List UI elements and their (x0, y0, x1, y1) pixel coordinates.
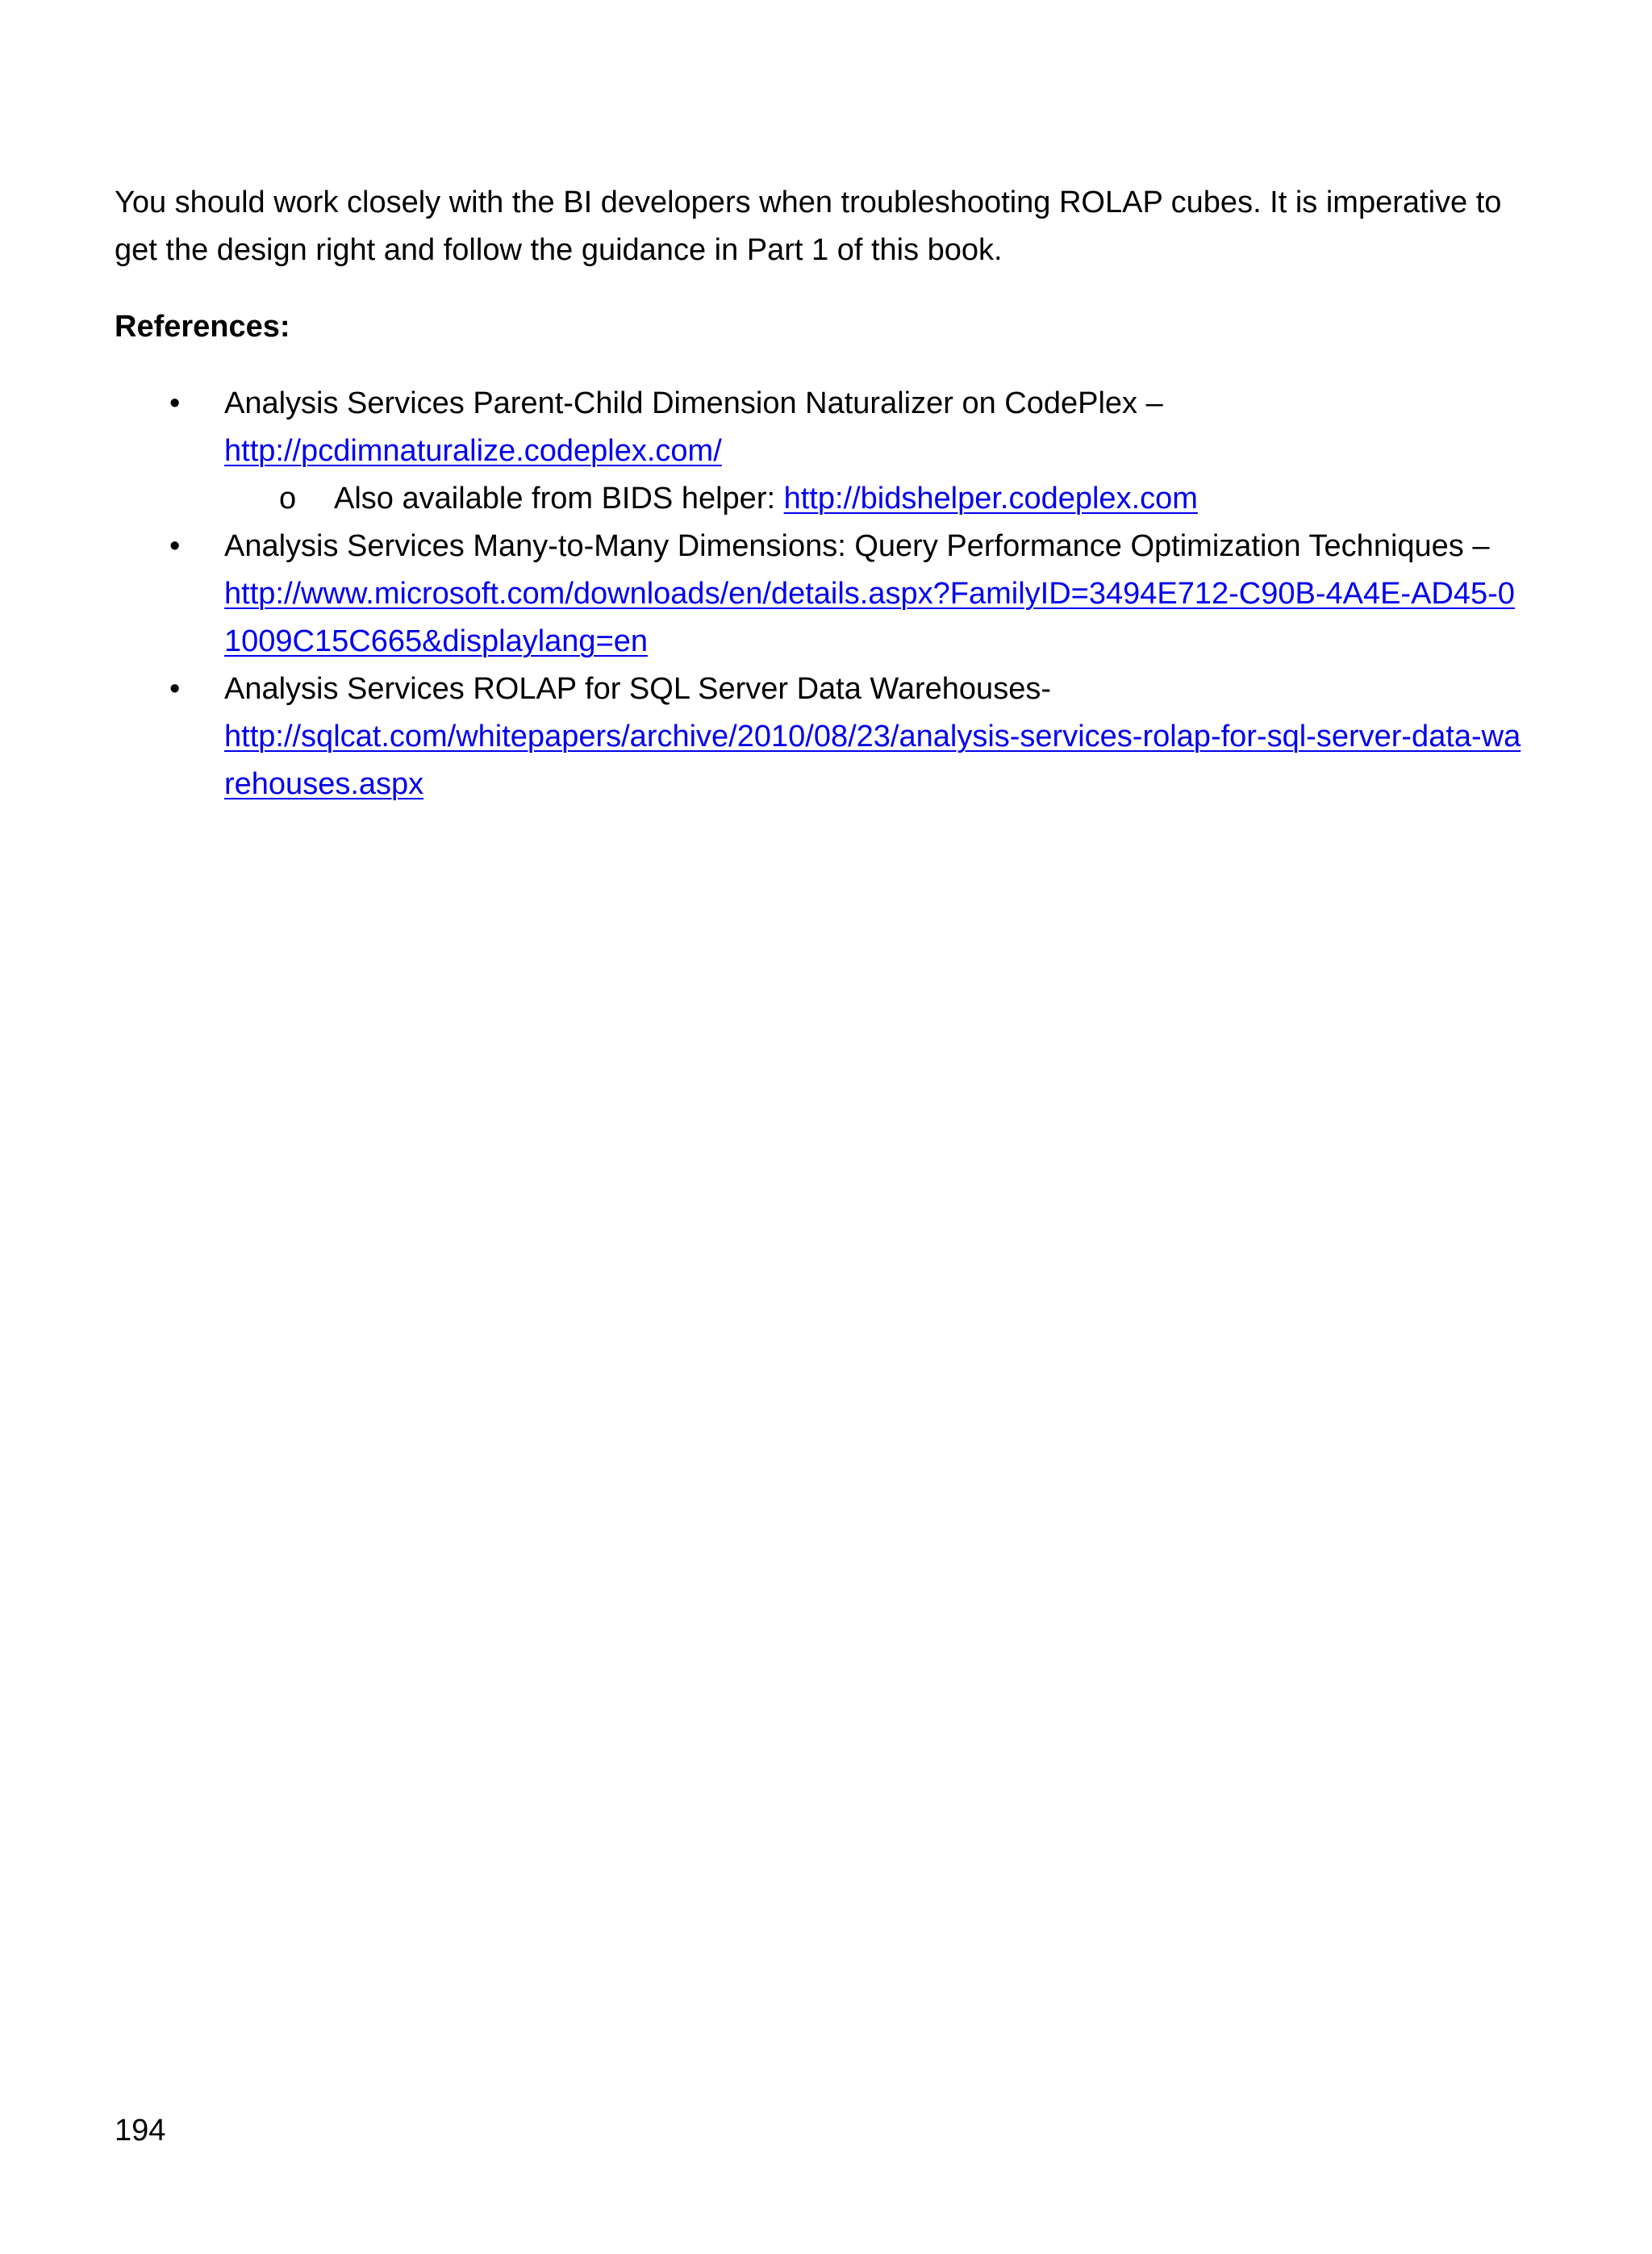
bullet-icon: • (169, 529, 181, 563)
bullet-icon: • (169, 672, 181, 706)
circle-bullet-icon: o (279, 482, 297, 515)
reference-link[interactable]: http://sqlcat.com/whitepapers/archive/2010/08/23/analysis-services-rolap-for-sql-server-data-warehouses.aspx (224, 720, 1521, 801)
references-list (115, 380, 1526, 808)
reference-text: Analysis Services Many-to-Many Dimensions: Query Performance Optimization Techniques – (224, 529, 1490, 563)
sub-item (224, 475, 1526, 523)
intro-paragraph: You should work closely with the BI developers when troubleshooting ROLAP cubes. It is imperative to get the design right and follow the guidance in Part 1 of this book. (115, 186, 1502, 267)
reference-text: Analysis Services Parent-Child Dimension Naturalizer on CodePlex – (224, 386, 1163, 420)
reference-text: Analysis Services ROLAP for SQL Server Data Warehouses- (224, 672, 1051, 706)
reference-link[interactable]: http://www.microsoft.com/downloads/en/details.aspx?FamilyID=3494E712-C90B-4A4E-AD45-01009C15C665&displaylang=en (224, 577, 1515, 658)
sub-list (224, 475, 1526, 523)
reference-link[interactable]: http://pcdimnaturalize.codeplex.com/ (224, 434, 722, 468)
references-heading: References: (115, 310, 290, 344)
reference-item-2 (115, 523, 1526, 666)
reference-item-1 (115, 380, 1526, 523)
bullet-icon: • (169, 386, 181, 420)
sub-item-link[interactable]: http://bidshelper.codeplex.com (783, 482, 1198, 515)
reference-item-3 (115, 666, 1526, 808)
page-number: 194 (115, 2114, 166, 2148)
sub-item-text: Also available from BIDS helper: (334, 482, 776, 515)
page-content (115, 179, 1526, 808)
